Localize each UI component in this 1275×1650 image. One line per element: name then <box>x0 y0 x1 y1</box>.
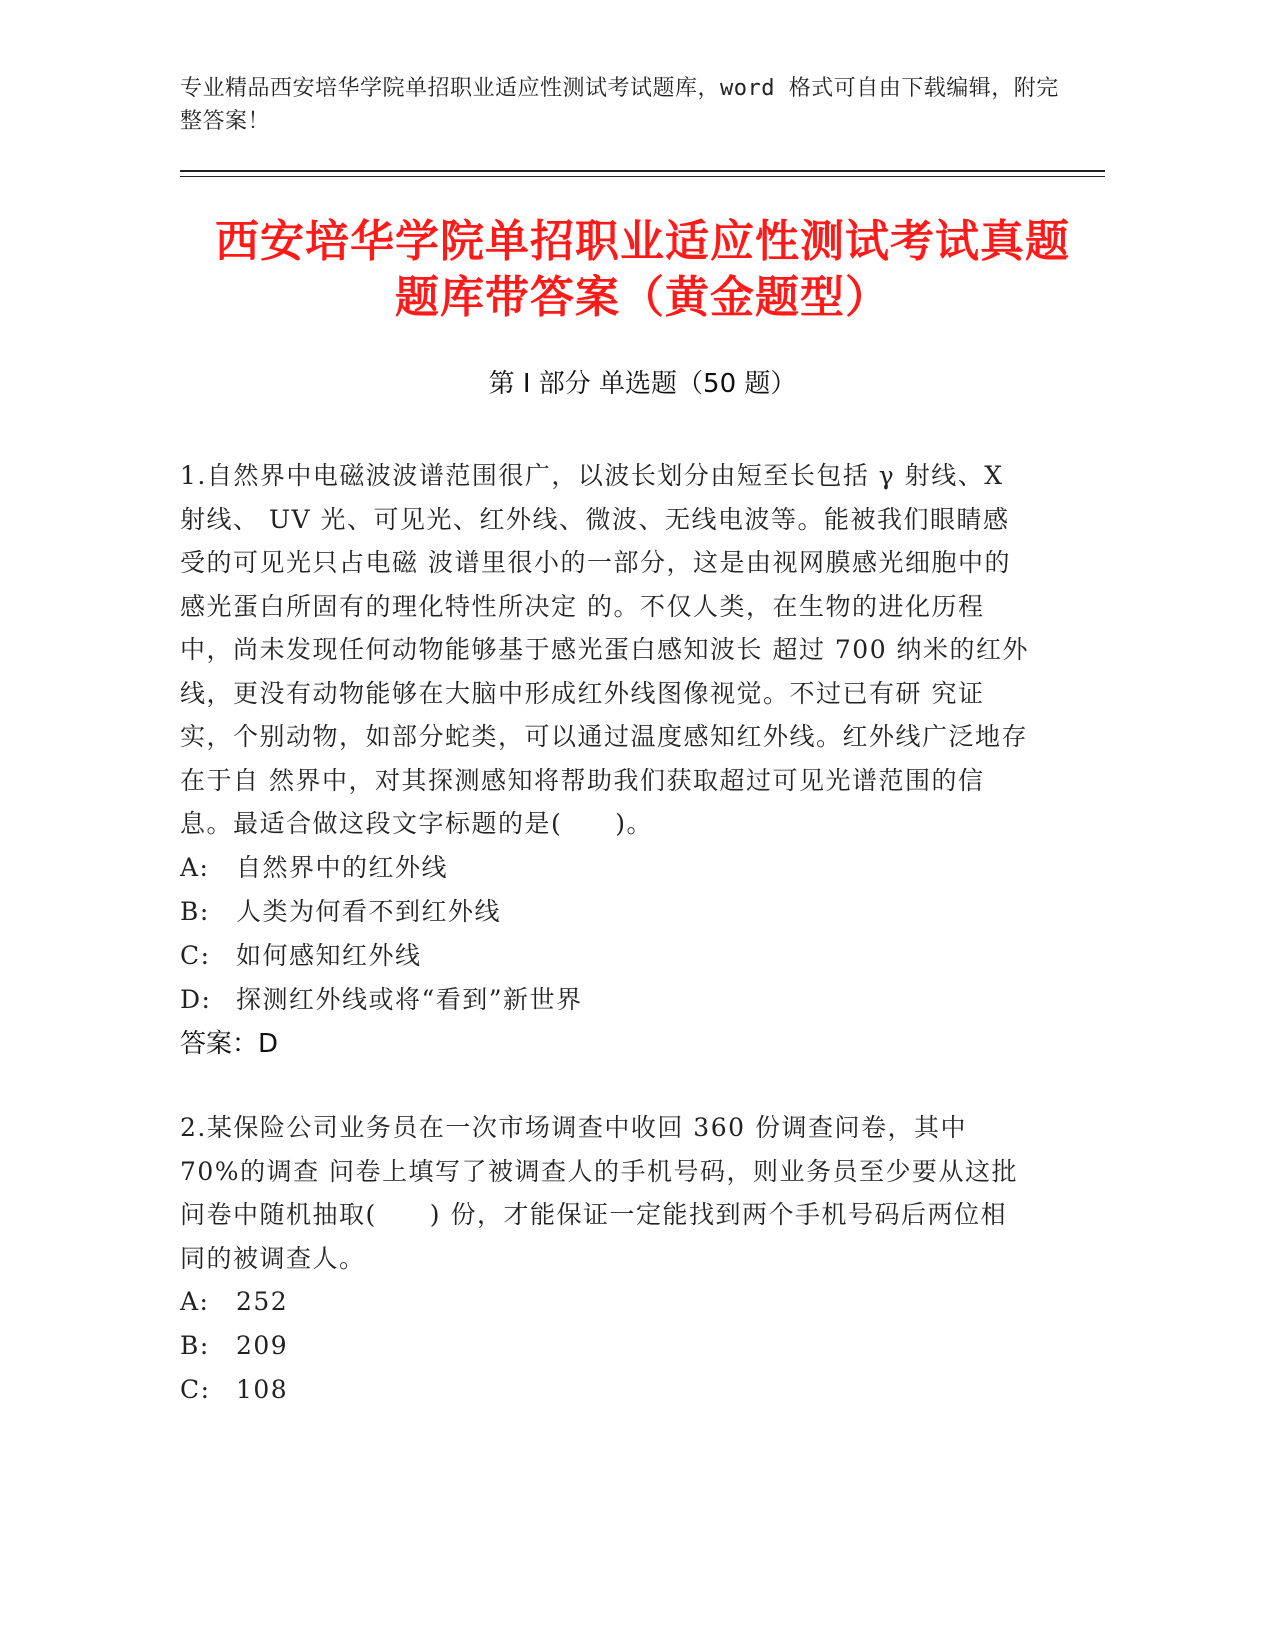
option-text: 108 <box>236 1375 289 1404</box>
header-rule <box>180 170 1105 172</box>
option-text: 探测红外线或将“看到”新世界 <box>236 984 583 1014</box>
document-title <box>180 214 1105 326</box>
option-letter: A: <box>180 1287 210 1316</box>
option-text: 如何感知红外线 <box>236 940 422 970</box>
header-note: 专业精品西安培华学院单招职业适应性测试考试题库，word 格式可自由下载编辑，附完整答案！ <box>180 76 1059 134</box>
option-d <box>180 978 1030 1022</box>
option-c <box>180 1368 1030 1412</box>
option-text: 人类为何看不到红外线 <box>236 896 502 926</box>
option-text: 252 <box>236 1287 289 1316</box>
option-text: 自然界中的红外线 <box>236 852 449 882</box>
option-letter: B: <box>180 896 210 926</box>
section-title: 第 I 部分 单选题（50 题） <box>488 369 797 399</box>
title-line-1: 西安培华学院单招职业适应性测试考试真题 <box>215 216 1070 267</box>
option-text: 209 <box>236 1331 289 1360</box>
option-letter: A: <box>180 852 210 882</box>
option-letter: C: <box>180 940 211 970</box>
option-letter: B: <box>180 1331 210 1360</box>
option-b <box>180 890 1030 934</box>
title-line-2: 题库带答案（黄金题型） <box>395 272 890 323</box>
option-a <box>180 1280 1030 1324</box>
option-b <box>180 1324 1030 1368</box>
question-1 <box>180 454 1030 1066</box>
option-letter: D: <box>180 984 212 1014</box>
question-stem: 1.自然界中电磁波波谱范围很广，以波长划分由短至长包括 γ 射线、X 射线、 UV 光、可见光、红外线、微波、无线电波等。能被我们眼睛感受的可见光只占电磁 波谱里很小的一部分，这是由视网膜感光细胞中的感光蛋白所固有的理化特性所决定 的。不仅人类，在生物的进化历程中，尚未发现任何动物能够基于感光蛋白感知波长 超过 700 纳米的红外线，更没有动物能够在大脑中形成红外线图像视觉。不过已有研 究证实，个别动物，如部分蛇类，可以通过温度感知红外线。红外线广泛地存在于自 然界中，对其探测感知将帮助我们获取超过可见光谱范围的信息。最适合做这段文字标题的是( )。 <box>180 461 1030 838</box>
answer-line: 答案：D <box>180 1028 279 1059</box>
option-letter: C: <box>180 1375 211 1404</box>
header-rule-thin <box>180 176 1105 177</box>
question-2 <box>180 1106 1030 1412</box>
question-stem: 2.某保险公司业务员在一次市场调查中收回 360 份调查问卷，其中 70%的调查 问卷上填写了被调查人的手机号码，则业务员至少要从这批问卷中随机抽取( ) 份，才能保证一定能找到两个手机号码后两位相同的被调查人。 <box>180 1113 1019 1273</box>
option-a <box>180 846 1030 890</box>
option-c <box>180 934 1030 978</box>
